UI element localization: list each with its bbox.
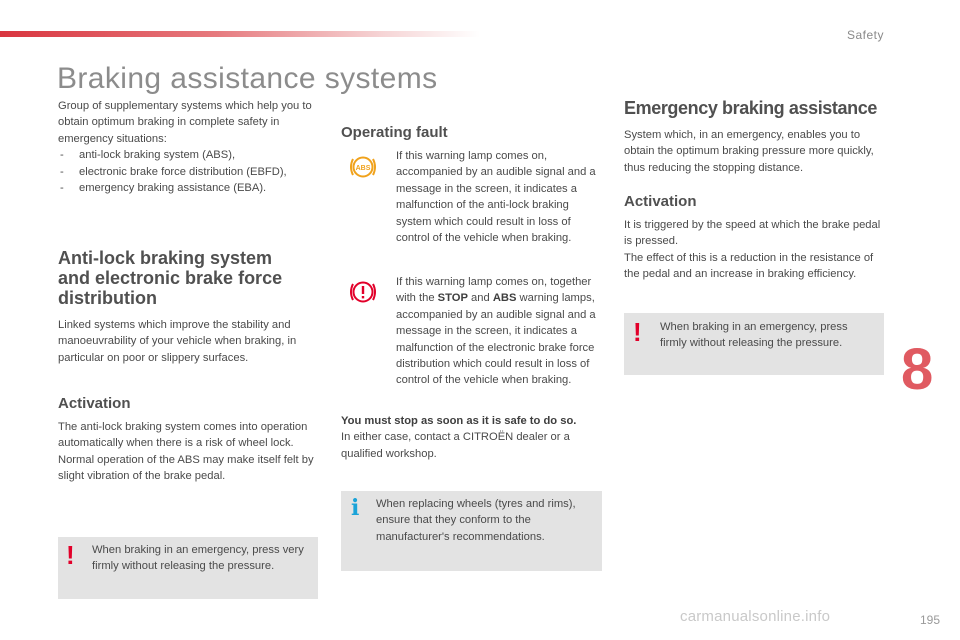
stop-label: STOP — [437, 292, 468, 305]
abs-activation-section — [58, 395, 320, 485]
abs-activation-heading: Activation — [58, 395, 131, 412]
brake-lamp-text: If this warning lamp comes on, together with the STOP and ABS warning lamps, accompanied by an audible signal and a message in the screen, it indicates a malfunction of the electronic brake force distribution which could result in loss of control of the vehicle when braking. — [396, 276, 596, 387]
must-stop-text: You must stop as soon as it is safe to do so. — [341, 415, 577, 427]
abs-warning-text: When braking in an emergency, press very firmly without releasing the pressure. — [92, 544, 304, 573]
info-icon: i — [351, 495, 360, 521]
abs-warning-note — [58, 537, 318, 599]
page-number: 195 — [919, 613, 940, 627]
brake-lamp-block — [396, 274, 606, 389]
list-item: - electronic brake force distribution (EBFD), — [58, 164, 318, 180]
eba-section — [624, 98, 884, 176]
abs-label: ABS — [492, 292, 517, 305]
abs-heading-line3: distribution — [58, 288, 157, 308]
eba-activation-section — [624, 193, 886, 283]
eba-heading: Emergency braking assistance — [624, 98, 877, 118]
intro-block — [58, 98, 318, 196]
intro-list — [58, 147, 318, 196]
wheels-info-text: When replacing wheels (tyres and rims), ensure that they conform to the manufacturer's recommendations. — [376, 498, 576, 543]
eba-warning-text: When braking in an emergency, press firmly without releasing the pressure. — [660, 321, 848, 350]
section-label: Safety — [846, 28, 884, 42]
eba-warning-note — [624, 313, 884, 375]
eba-text: System which, in an emergency, enables you to obtain the optimum braking pressure more quickly, thus reducing the stopping distance. — [624, 129, 874, 174]
chapter-number: 8 — [901, 337, 934, 402]
contact-dealer-text: In either case, contact a CITROËN dealer or a qualified workshop. — [341, 431, 570, 460]
abs-activation-text1: The anti-lock braking system comes into operation automatically when there is a risk of wheel lock. — [58, 421, 308, 450]
abs-heading-line1: Anti-lock braking system — [58, 248, 273, 268]
eba-activation-text1: It is triggered by the speed at which the brake pedal is pressed. — [624, 219, 881, 248]
watermark: carmanualsonline.info — [680, 608, 831, 625]
abs-ebfd-text: Linked systems which improve the stability and manoeuvrability of your vehicle when braking, in particular on poor or slippery surfaces. — [58, 319, 297, 364]
wheels-info-note — [341, 491, 602, 571]
warning-exclamation-icon: ! — [66, 540, 75, 570]
abs-ebfd-section — [58, 248, 320, 366]
list-item: - anti-lock braking system (ABS), — [58, 147, 318, 163]
operating-fault-heading: Operating fault — [341, 124, 448, 141]
abs-lamp-text: If this warning lamp comes on, accompanied by an audible signal and a message in the screen, it indicates a malfunction of the anti-lock braking system which could result in loss of control of the vehicle when braking. — [396, 150, 596, 245]
abs-heading-line2: and electronic brake force — [58, 268, 283, 288]
eba-activation-heading: Activation — [624, 193, 697, 210]
abs-ebfd-heading — [58, 248, 320, 308]
eba-activation-text2: The effect of this is a reduction in the resistance of the pedal and an increase in braking efficiency. — [624, 251, 874, 281]
abs-warning-lamp-icon — [348, 154, 378, 180]
header-color-bar — [0, 31, 480, 37]
intro-text: Group of supplementary systems which help you to obtain optimum braking in complete safety in emergency situations: — [58, 100, 312, 145]
abs-activation-text2: Normal operation of the ABS may make itself felt by slight vibration of the brake pedal. — [58, 453, 314, 483]
brake-warning-lamp-icon — [348, 279, 378, 305]
page-title: Braking assistance systems — [57, 62, 438, 95]
operating-fault-section — [341, 124, 603, 142]
abs-lamp-label: ABS — [355, 165, 371, 172]
abs-lamp-block — [396, 148, 604, 246]
fault-advice-block — [341, 413, 605, 462]
warning-exclamation-icon: ! — [633, 317, 642, 347]
list-item: - emergency braking assistance (EBA). — [58, 180, 318, 196]
